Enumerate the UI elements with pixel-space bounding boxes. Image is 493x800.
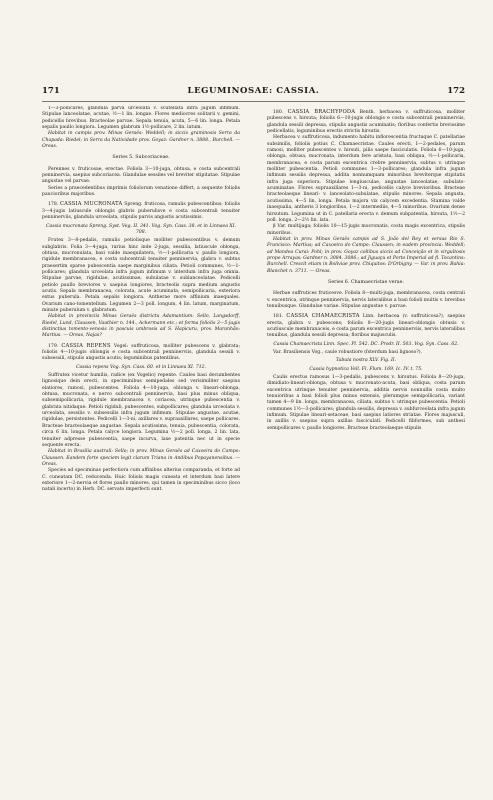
citation-line: Cassia repens Vog. Syn. Cass. 60. et in Linnaea XI. 712. [75, 364, 207, 370]
species-diagnosis: Linn. herbacea (v. suffruticosa?), saepius erecta, glabra v. pubescens; foliolis 8—20-jugis lineari-oblongis obtusis v. acutiuscule membranaceis, e costa parum excentrica penninerviis, nervis lateralibus tenuibus, glandula sessili depressa; floribus majusculis. [267, 314, 465, 339]
citation-line: Tabula nostra XLV. Fig. II. [335, 358, 397, 364]
species-name: CASSIA REPENS [61, 342, 111, 349]
species-entry [267, 313, 465, 339]
description-paragraph: Frutex 3—8-pedalis, ramulis petiolisque molliter pubescentibus v. demum subglabris. Folia 3—4-juga, rarius hinc inde 2-juga, sessilia, latiuscule oblonga, obtusa, mucronulata, basi valde inaequilatera, ½—1-pollicaria v. paullo longiora, rigidule membranacea, e costa subcentrali tenuiter penninervia, glabra v. subtus praesertim sparse pubescentia saepe marginibus ciliata. Petioli communes, ½—1-pollicares; glandula urceolata infra jugum infimum v. interdum infra juga omnia. Stipulae parvae, rigidulae, acutissimae, subulatae v. sublanceolatae. Pedicelli petiolo paullo breviores v. saepius longiores, bracteolis supra medium angustis acutis. Sepala membranacea, colorata, acute acuminata, semipollicaria, exteriora extus puberula. Petala sepalis longiora. Antherae more affinium inaequales. Ovarium cano-tomentellum. Legumen 2—3 poll. longum, 4 lin. latum, marginatum, minute puberulum v. glabratum. [42, 238, 240, 313]
species-name: CASSIA BRACHYPODA [287, 109, 356, 115]
species-diagnosis: Spreng. fruticosa, ramulis pubescentibus; foliolis 3—4-jugis latiuscule oblongis glabris puberulisve e costa subcentrali tenuiter penninerviis, glandula urceolata, stipulis parvis angustis acutissimis. [42, 202, 240, 221]
left-text-column [42, 106, 240, 776]
series-heading: Series 5. Subcoriaceae. [112, 155, 170, 161]
habitat-paragraph: Habitat in Brasilia australi: Sello; in prov. Minas Geraës ad Caxoeira do Campo: Claussen. Eandem forte speciem legit clarum Triana in Andibus Popayanensibus. — Oreas. [42, 449, 240, 467]
right-text-column [267, 106, 465, 776]
description-paragraph: Series a praecedentibus imprimis foliolorum venatione differt, a sequente foliolis paucioribus majoribus. [42, 185, 240, 198]
species-number: 179. [48, 343, 59, 349]
variety-paragraph: β Var. multijuga; foliolis 10—15-jugis mucronatis, costa magis excentrica, stipulis minoribus. [267, 224, 465, 236]
running-title: LEGUMINOSAE: CASSIA. [187, 86, 320, 96]
page-number-right: 172 [447, 86, 465, 96]
page-number-left: 171 [42, 86, 60, 96]
description-paragraph: Herbae suffrutices fruticesve. Foliola 8—multi-juga, membranacea, costa centrali v. excentrica, utrinque penninervia, nervis lateralibus a basi folioli multis v. brevibus tenuibusque. Glandulae variae. Stipulae angustae v. parvae. [267, 291, 465, 309]
species-diagnosis: Benth. herbacea v. suffruticosa, molliter pubescens v. hirsuta; foliolis 6—10-jugis oblongis e costa subcentrali penninerviis, glandula sessili depressa, stipulis angustis acuminatis; floribus confertis brevissime pedicellatis, leguminibus erectis strictis hirsutis. [267, 110, 465, 135]
description-paragraph: Perennes v. fruticosae, erectae. Foliola 3—10-juga, obtusa, e costa subcentrali penninervia, saepius subcoriacea. Glandulae sessiles vel breviter stipitatae. Stipulae angustae vel parvae. [42, 166, 240, 185]
species-diagnosis: Vogel: suffruticosa, molliter pubescens v. glabrata; foliolis 4—10-jugis oblongis e costa subcentrali penninerviis, glandula sessili v. subsessili, stipulis angustis acutis; leguminibus patentibus. [42, 343, 240, 362]
species-entry [42, 343, 240, 363]
species-name: CASSIA MUCRONATA [60, 201, 123, 208]
species-number: 180. [273, 110, 284, 115]
habitat-paragraph: Habitat in prov. Minas Geraës campis ad S. João del Rey et versus Rio S. Francisco: Martius; ad Caxoeira do Campo: Claussen; in eadem provincia: Weddell; ad Mandea Curai: Pohl; in prov. Goyaz collibus siccis ad Conceição et in virgultosis prope Arrayas: Gardner n. 3084. 3086.; ad Jiguaçu et Porto Imperial ad fl. Tocantins: Burchell. Crescit etiam in Boliviae prov. Chiquitos: D'Orbigny. — Var. in prov. Bahia: Blanchet n. 3711. — Oreas. [267, 236, 465, 274]
species-number: 181. [273, 314, 284, 320]
running-header [42, 86, 465, 102]
citation-line: Cassia mucronata Spreng. Syst. Veg. II. 341. Vog. Syn. Cass. 38. et in Linnaea XI. 708. [46, 223, 236, 235]
species-entry [267, 109, 465, 135]
citation-line: Cassia Chamaecrista Linn. Spec. Pl. 542. DC. Prodr. II. 503. Vog. Syn. Cass. 62. [273, 341, 459, 347]
citation-line: Cassia hypnotica Vell. Fl. Flum. 169. Ic. IV. t. 75. [309, 366, 423, 372]
description-paragraph: Suffrutex vicetur humilis, radice (ex Vogelio) repente. Caules basi decumbentes lignosique dein erecti, in speciminibus semipedales sed verisimiliter saepius elatiores, ramosi, pubescentes. Foliola 4—10-juga, oblonga v. lineari-oblonga, obtusa, mucronata, e nervo subcentrali penninervia, basi plus minus obliqua, subsemipollicaria, rigidule membranacea v. coriacea, utrinque pubescentia v. glabrata nitidaque. Petioli rigiduli, pubescentes, subpollicares; glandula urceolata v. urceolata, sessilis v. subsessilis infra jugum infimum. Stipulae angustae, acutae, rigidulae, persistentes. Pedicelli 1—3-ni, axillares v. supraaxillares, saepe pollicares. Bracteae bracteolaeque angustae. Sepala acutissima, tenuia, pubescentia, colorata, circa 6 lin. longa. Petala calyce longiora. Legumina ½—2 poll. longa, 2 lin. lata, tenuiter adpresse pubescentia, saepe incurva, laxe patentia nec ut in specie sequente erecta. [42, 373, 240, 448]
description-paragraph: Caulis erectus ramosus 1—3-pedalis, pubescens v. hirsutus. Foliola 8—20-juga, dimidiato-lineari-oblonga, obtusa v. mucronato-acuta, basi obliqua, costa parum excentrica utrinque tenuiter penninervia, additis nervis nonnullis costa multo tenuioribus a basi folioli plus minus extensis, plerumque semipollicaria, variant tamen 4—9 lin. longa, membranacea, ciliata, subtus v. utrinque pubescentia. Petioli communes 1½—3-pollicares; glandula sessilis, depressa v. subfurceolata infra jugum infimum. Stipulae lineari-setaceae, basi saepius latiores striatae. Flores majusculi, in axillis v. saepius supra axillas fasciculati. Pedicelli filiformes, sub anthesi semipollicares v. paullo longiores. Bracteae bracteolaeque stipulis [267, 375, 465, 431]
species-name: CASSIA CHAMAECRISTA [286, 313, 360, 320]
variety-paragraph: Var. Brasiliensis Vog., caule robustiore (fsterdum basi lignoso?). [273, 350, 422, 356]
series-heading: Series 6. Chamaecristae verae. [328, 279, 404, 285]
description-paragraph: Species ad speciminas perfectiora cum affinibus alterius comparanda, et forte ad C. cuneatam DC. reducenda. Huic foliola magis cuneata et interdum basi latere exteriore 1—2-nervia et flores paullo minores, qui tamen in speciminibus sicco (loco natali incerto) in Herb. DC. servato imperfecti sunt. [42, 468, 240, 493]
description-paragraph: 1—3-pollicares, glandula parva urceolata v. scutellata infra jugum infimum. Stipulae lanceolatae, acutae, ½—1 lin. longae. Flores mediocres solitarii v. gemini, pedicellis brevibus. Bracteolae parvae. Sepala tenuia, acuta, 5—6 lin. longa. Petala sepalis paullo longiora. Legumen glabrum 1½-pollicare, 2 lin. latum. [42, 106, 240, 131]
species-entry [42, 201, 240, 221]
description-paragraph: Herbacea v. suffruticosa, indumento habitu inflorescentia fructuque C. patellariae subsimilis, foliolis potius C. Chamaecristae. Caules erecti, 1—2-pedales, parum ramosi, molliter pubescentes v. hirsuti, pilis saepe fasciculatis. Foliola 6—10-juga, oblonga, obtusa, mucronata, interdum fere aristata, basi obliqua, ½—1-pollicaria, membranacea, e costa parum excentrica crebre penninervia, subtus v. utrinque molliter pubescentia. Petioli communes 1—3-pollicares; glandula infra jugum infimum sessilis depressa, addita nonnumquam minoribus breviterque stipitatis infra juga superiora. Stipulae longiusculae, angustae lanceolatae, subulato-acuminatae. Flores supraaxillares 1—3-ni, pedicellis calyce brevioribus. Bracteae bracteolaeque lineari- v. lanceolato-subulatae, stipulis minores. Sepala angusta, acutissima, 4—5 lin. longa. Petala majora vix calycem excedentia. Stamina valde inaequalia, antheris 3 longioribus, 1—2 intermediis, 4—5 minoribus. Ovarium dense hirsutum. Legumina ut in C. patellaria erecta v. demum subpatentia, hirsuta, 1½—2 poll. longa, 2—2½ lin. lata. [267, 135, 465, 223]
header-rule [42, 101, 465, 102]
habitat-paragraph: Habitat in provinciis Minas Geraës districtu Adamantium: Sello, Langsdorff, Riedel, Lund, Claussen, Vauthier n. 144., Ackermann etc.; et forma foliolis 3—5-jugis distinctius tomento-venosis in pascuis umbrosis ad S. Hapicuru, prov. Maranhão: Martius. — Oreas, Najas? [42, 314, 240, 339]
habitat-paragraph: Habitat in campis prov. Minas Geraës: Weddell; in siccis graminosis Serra da Chapada: Riedel; in Serra da Natividade prov. Goyaz: Gardner n. 3888., Burchell. — Oreas. [42, 131, 240, 150]
species-number: 178. [48, 202, 59, 208]
